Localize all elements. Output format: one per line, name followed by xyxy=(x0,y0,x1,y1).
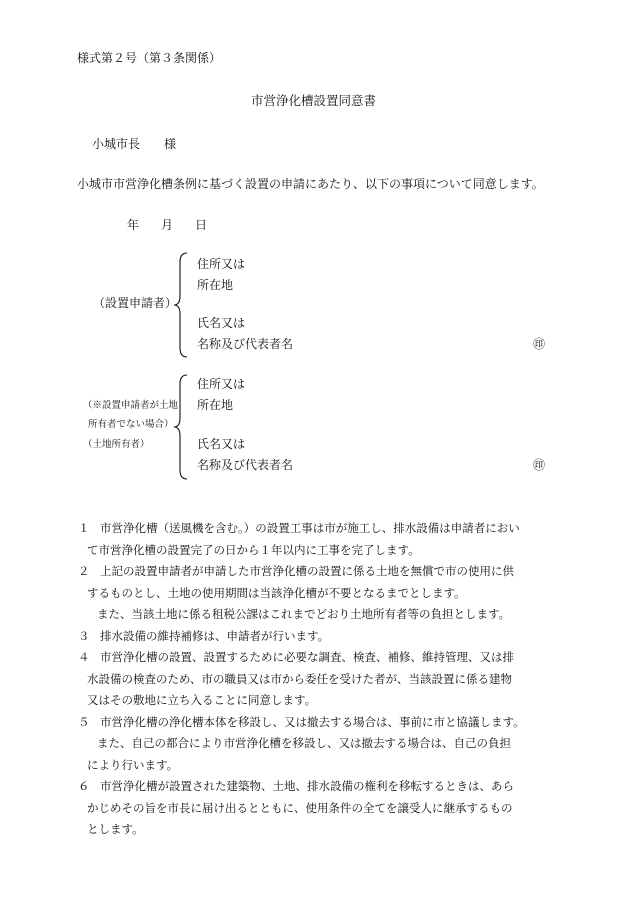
date-line xyxy=(127,219,207,231)
applicant-label: （設置申請者） xyxy=(93,296,178,310)
clause-sub-text: また、当該土地に係る租税公課はこれまでどおり土地所有者等の負担とします。 xyxy=(97,607,511,621)
document-title: 市営浄化槽設置同意書 xyxy=(251,93,377,108)
clause-text: 市営浄化槽が設置された建築物、土地、排水設備の権利を移転するときは、あら xyxy=(100,779,514,793)
clause-list xyxy=(78,518,558,841)
clause-6 xyxy=(78,776,558,841)
clause-sub-text: また、自己の都合により市営浄化槽を移設し、又は撤去する場合は、自己の負担 xyxy=(97,736,511,750)
landowner-address-label-1: 住所又は xyxy=(197,377,246,391)
date-year: 年 xyxy=(127,218,140,232)
date-day: 日 xyxy=(195,218,208,232)
clause-text: て市営浄化槽の設置完了の日から１年以内に工事を完了します。 xyxy=(87,542,420,557)
applicant-seal-mark: ㊞ xyxy=(533,337,546,351)
clause-number: ５ xyxy=(78,714,90,729)
clause-text: 上記の設置申請者が申請した市営浄化槽の設置に係る土地を無償で市の使用に供 xyxy=(100,564,514,578)
landowner-address-label-2: 所在地 xyxy=(197,398,234,412)
applicant-brace xyxy=(172,250,192,360)
honorific: 様 xyxy=(164,137,177,151)
intro-statement: 小城市市営浄化槽条例に基づく設置の申請にあたり、以下の事項について同意します。 xyxy=(77,177,544,191)
clause-text: 市営浄化槽（送風機を含む。）の設置工事は市が施工し、排水設備は申請者におい xyxy=(100,521,520,535)
landowner-name-label-1: 氏名又は xyxy=(197,437,246,451)
clause-text: 排水設備の維持補修は、申請者が行います。 xyxy=(100,628,330,643)
addressee-name: 小城市長 xyxy=(92,137,141,151)
applicant-name-label-2: 名称及び代表者名 xyxy=(197,337,294,351)
landowner-label: （土地所有者） xyxy=(83,439,150,450)
clause-5 xyxy=(78,712,558,777)
landowner-brace xyxy=(172,372,192,482)
clause-text: 市営浄化槽の浄化槽本体を移設し、又は撤去する場合は、事前に市と協議します。 xyxy=(100,714,525,729)
clause-3 xyxy=(78,626,558,648)
clause-text: かじめその旨を市長に届け出るとともに、使用条件の全てを譲受人に継承するもの xyxy=(87,800,513,815)
landowner-note-1: （※設置申請者が土地 xyxy=(83,400,179,411)
landowner-seal-mark: ㊞ xyxy=(533,458,546,472)
landowner-note-2: 所有者でない場合） xyxy=(88,419,174,430)
addressee xyxy=(92,138,176,150)
clause-sub-text: により行います。 xyxy=(87,757,179,772)
clause-number: １ xyxy=(78,521,90,535)
applicant-address-label-1: 住所又は xyxy=(197,257,246,271)
form-number: 様式第２号（第３条関係） xyxy=(77,51,222,65)
clause-2 xyxy=(78,561,558,626)
landowner-name-label-2: 名称及び代表者名 xyxy=(197,458,294,472)
clause-number: ２ xyxy=(78,564,90,578)
clause-4 xyxy=(78,647,558,712)
applicant-name-label-1: 氏名又は xyxy=(197,316,246,330)
applicant-address-label-2: 所在地 xyxy=(197,278,234,292)
clause-number: ３ xyxy=(78,628,90,643)
clause-1 xyxy=(78,518,558,561)
clause-number: ６ xyxy=(78,779,90,793)
clause-text: 又はその敷地に立ち入ることに同意します。 xyxy=(87,693,317,707)
clause-text: するものとし、土地の使用期間は当該浄化槽が不要となるまでとします。 xyxy=(87,585,466,600)
clause-text: 市営浄化槽の設置、設置するために必要な調査、検査、補修、維持管理、又は排 xyxy=(100,650,514,664)
clause-text: とします。 xyxy=(87,822,144,836)
clause-number: ４ xyxy=(78,650,90,664)
clause-text: 水設備の検査のため、市の職員又は市から委任を受けた者が、当該設置に係る建物 xyxy=(87,671,513,686)
date-month: 月 xyxy=(161,218,174,232)
